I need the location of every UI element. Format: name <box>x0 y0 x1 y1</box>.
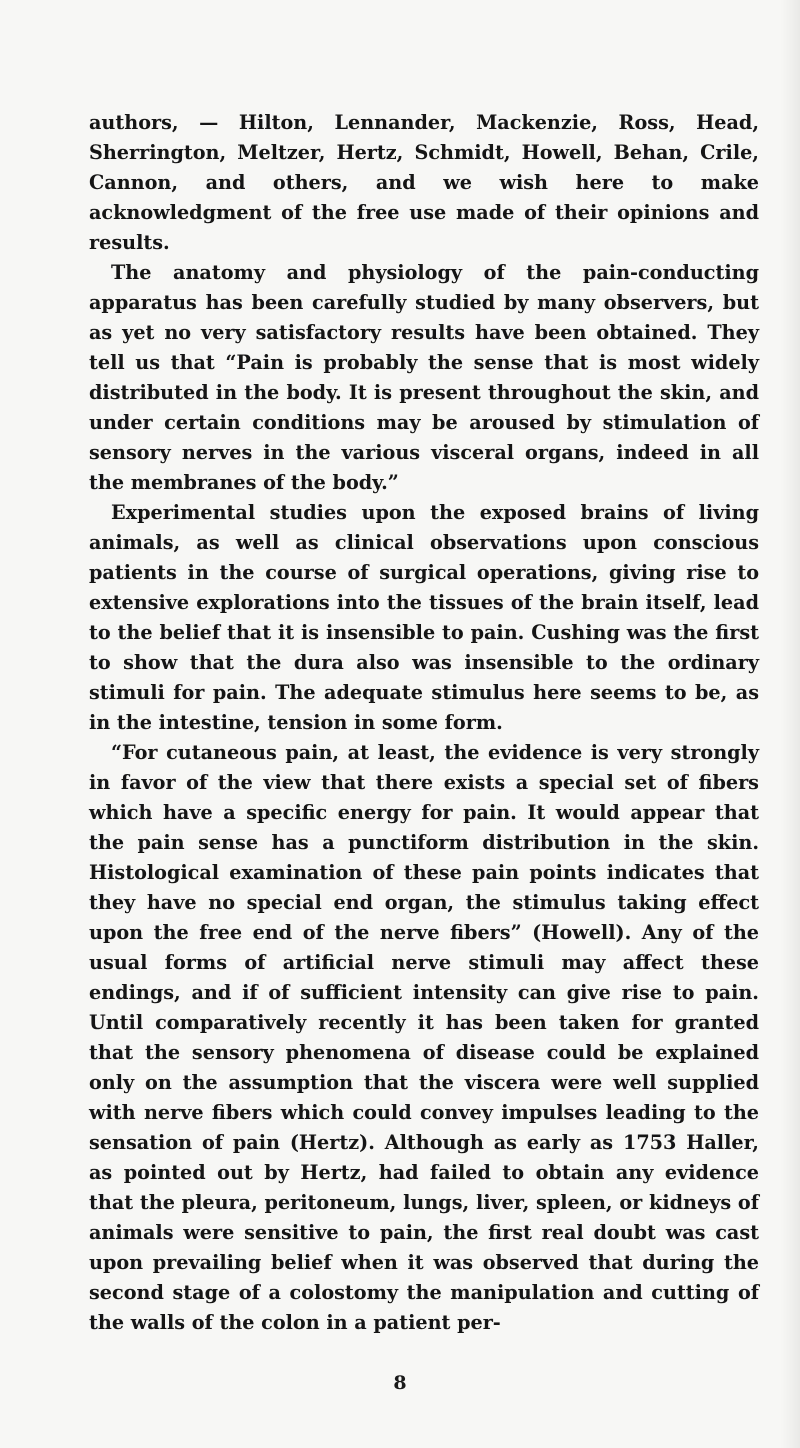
paragraph-authors: authors, — Hilton, Lennander, Mackenzie, Ross, Head, Sherrington, Meltzer, Hertz, Schmidt, Howell, Behan, Crile, Cannon, and others, and we wish here to make acknowledgment of the free use made of their opinions and results. <box>89 111 759 254</box>
paragraph-anatomy: The anatomy and physiology of the pain-conducting apparatus has been carefully studied by many observers, but as yet no very satisfactory results have been obtained. They tell us that “Pain is probably the sense that is most widely distributed in the body. It is present throughout the skin, and under certain conditions may be aroused by stimulation of sensory nerves in the various visceral organs, indeed in all the membranes of the body.” <box>89 261 759 494</box>
paragraph-cutaneous-pain: “For cutaneous pain, at least, the evidence is very strongly in favor of the view that there exists a special set of fibers which have a specific energy for pain. It would appear that the pain sense has a punctiform distribution in the skin. Histological examination of these pain points indicates that they have no special end organ, the stimulus taking effect upon the free end of the nerve fibers” (Howell). Any of the usual forms of artificial nerve stimuli may affect these endings, and if of sufficient intensity can give rise to pain. Until comparatively recently it has been taken for granted that the sensory phenomena of disease could be explained only on the assumption that the viscera were well supplied with nerve fibers which could convey impulses leading to the sensation of pain (Hertz). Although as early as 1753 Haller, as pointed out by Hertz, had failed to obtain any evidence that the pleura, peritoneum, lungs, liver, spleen, or kidneys of animals were sensitive to pain, the first real doubt was cast upon prevailing belief when it was observed that during the second stage of a colostomy the manipulation and cutting of the walls of the colon in a patient per- <box>89 741 759 1334</box>
paragraph-experimental-studies: Experimental studies upon the exposed brains of living animals, as well as clinical observations upon conscious patients in the course of surgical operations, giving rise to extensive explorations into the tissues of the brain itself, lead to the belief that it is insensible to pain. Cushing was the first to show that the dura also was insensible to the ordinary stimuli for pain. The adequate stimulus here seems to be, as in the intestine, tension in some form. <box>89 501 759 734</box>
body-text <box>89 108 759 1338</box>
page-number: 8 <box>393 1372 407 1394</box>
page-edge-shadow <box>780 0 800 1448</box>
